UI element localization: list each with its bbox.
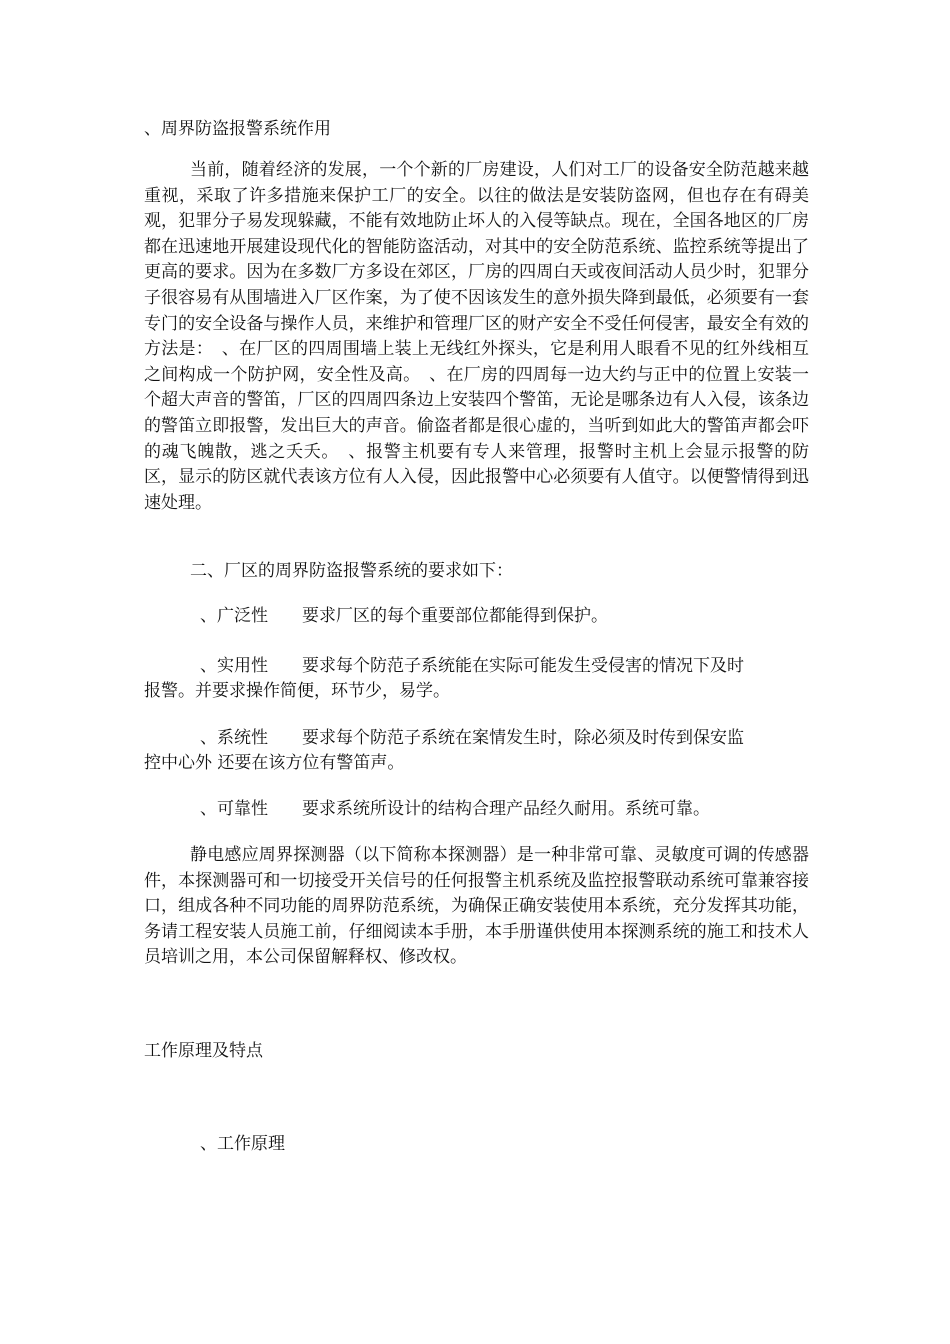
requirement-desc: 要求每个防范子系统在案情发生时，除必须及时传到保安监 — [302, 728, 744, 748]
requirement-item-practicality — [200, 655, 744, 677]
paragraph-detector-intro: 静电感应周界探测器（以下简称本探测器）是一种非常可靠、灵敏度可调的传感器件，本探测器可和一切接受开关信号的任何报警主机系统及监控报警联动系统可靠兼容接口，组成各种不同功能的周界防范系统，为确保正确安装使用本系统，充分发挥其功能，务请工程安装人员施工前，仔细阅读本手册，本手册谨供使用本探测系统的施工和技术人员培训之用，本公司保留解释权、修改权。 — [144, 845, 809, 968]
requirement-item-reliability — [200, 798, 710, 820]
paragraph-background: 当前，随着经济的发展，一个个新的厂房建设，人们对工厂的设备安全防范越来越重视，采取了许多措施来保护工厂的安全。以往的做法是安装防盗网，但也存在有碍美观，犯罪分子易发现躲藏，不能有效地防止坏人的入侵等缺点。现在，全国各地区的厂房都在迅速地开展建设现代化的智能防盗活动，对其中的安全防范系统、监控系统等提出了更高的要求。因为在多数厂方多设在郊区，厂房的四周白天或夜间活动人员少时，犯罪分子很容易有从围墙进入厂区作案，为了使不因该发生的意外损失降到最低，必须要有一套专门的安全设备与操作人员，来维护和管理厂区的财产安全不受任何侵害，最安全有效的方法是： 、在厂区的四周围墙上装上无线红外探头，它是利用人眼看不见的红外线相互之间构成一个防护网，安全性及高。 、在厂房的四周每一边大约与正中的位置上安装一个超大声音的警笛，厂区的四周四条边上安装四个警笛，无论是哪条边有人入侵，该条边的警笛立即报警，发出巨大的声音。偷盗者都是很心虚的，当听到如此大的警笛声都会吓的魂飞魄散，逃之夭夭。 、报警主机要有专人来管理，报警时主机上会显示报警的防区，显示的防区就代表该方位有人入侵，因此报警中心必须要有人值守。以便警情得到迅速处理。 — [144, 160, 809, 513]
requirement-name: 、系统性 — [200, 728, 268, 748]
requirement-desc-continuation: 报警。并要求操作简便，环节少，易学。 — [144, 681, 450, 701]
requirement-desc: 要求系统所设计的结构合理产品经久耐用。系统可靠。 — [302, 799, 710, 819]
requirement-name: 、广泛性 — [200, 606, 268, 626]
subsection-title-working-principle: 、工作原理 — [200, 1134, 285, 1154]
requirement-name: 、可靠性 — [200, 799, 268, 819]
section-title-requirements: 二、厂区的周界防盗报警系统的要求如下： — [190, 561, 513, 581]
section-title-perimeter-alarm-function: 、周界防盗报警系统作用 — [144, 119, 331, 139]
requirement-item-breadth — [200, 605, 608, 627]
requirement-name: 、实用性 — [200, 656, 268, 676]
requirement-desc: 要求每个防范子系统能在实际可能发生受侵害的情况下及时 — [302, 656, 744, 676]
requirement-desc-continuation: 控中心外 还要在该方位有警笛声。 — [144, 753, 405, 773]
requirement-desc: 要求厂区的每个重要部位都能得到保护。 — [302, 606, 608, 626]
section-title-principle-and-features: 工作原理及特点 — [144, 1041, 263, 1061]
requirement-item-systematic — [200, 727, 744, 749]
